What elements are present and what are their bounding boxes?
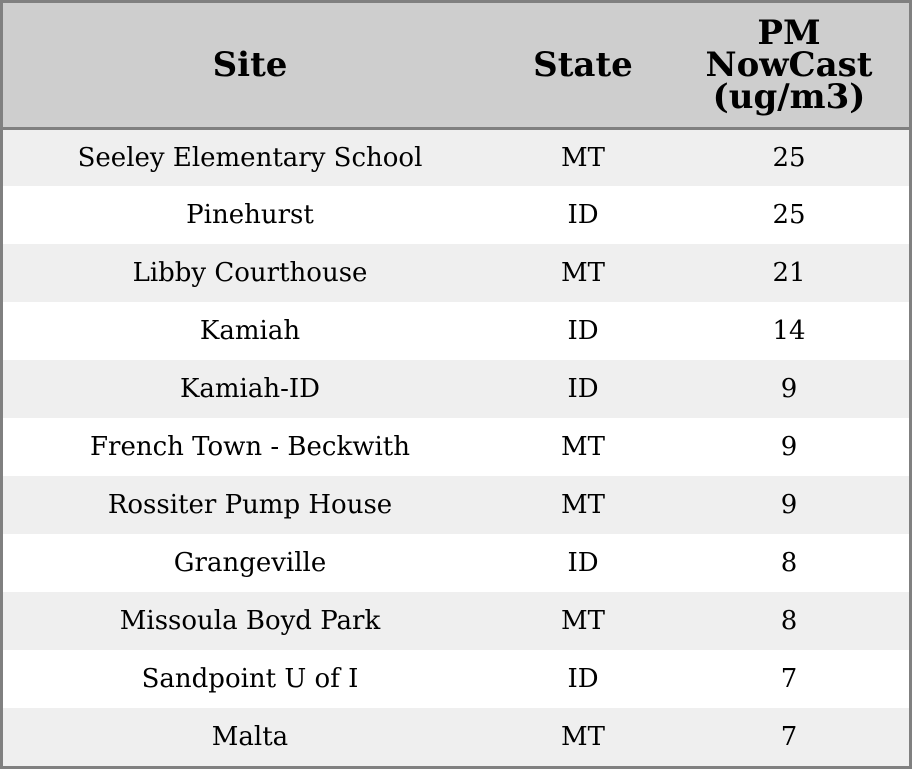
cell-site: Malta [211, 722, 289, 752]
cell-site: Kamiah [199, 316, 301, 346]
pm-header-line-2: NowCast [705, 44, 873, 85]
table-row [3, 650, 909, 708]
cell-pm: 8 [780, 606, 798, 636]
cell-state: MT [561, 722, 605, 752]
table-row [3, 360, 909, 418]
column-header-site: Site [3, 3, 497, 128]
cell-site: Pinehurst [186, 200, 314, 230]
pm-header-line-3: (ug/m3) [712, 76, 866, 117]
cell-pm: 14 [772, 316, 806, 346]
table-row [3, 418, 909, 476]
cell-state: ID [567, 374, 599, 404]
cell-state: ID [567, 664, 599, 694]
cell-pm: 9 [780, 374, 798, 404]
cell-pm: 9 [780, 490, 798, 520]
pm-nowcast-table [3, 3, 909, 766]
table-row [3, 476, 909, 534]
cell-pm: 8 [780, 548, 798, 578]
table-row [3, 302, 909, 360]
table-row [3, 708, 909, 766]
table-row [3, 186, 909, 244]
cell-pm: 25 [772, 142, 806, 173]
table-row [3, 534, 909, 592]
table-header [3, 3, 909, 128]
pm-header-line-1: PM [757, 12, 821, 53]
cell-pm: 9 [780, 432, 798, 462]
cell-state: MT [561, 142, 605, 173]
column-header-state: State [497, 3, 669, 128]
table-row [3, 244, 909, 302]
cell-pm: 21 [772, 258, 806, 288]
cell-site: Libby Courthouse [132, 258, 368, 288]
cell-site: French Town - Beckwith [89, 432, 411, 462]
cell-pm: 7 [780, 722, 798, 752]
cell-pm: 7 [780, 664, 798, 694]
cell-site: Missoula Boyd Park [119, 606, 381, 636]
cell-site: Rossiter Pump House [107, 490, 393, 520]
cell-state: ID [567, 316, 599, 346]
header-row [3, 3, 909, 128]
cell-site: Sandpoint U of I [141, 664, 359, 694]
cell-site: Grangeville [173, 548, 327, 578]
cell-state: MT [561, 490, 605, 520]
cell-state: ID [567, 200, 599, 230]
cell-state: MT [561, 432, 605, 462]
cell-state: MT [561, 258, 605, 288]
cell-state: ID [567, 548, 599, 578]
table-row [3, 128, 909, 186]
cell-state: MT [561, 606, 605, 636]
table-row [3, 592, 909, 650]
table-body [3, 128, 909, 766]
cell-pm: 25 [772, 200, 806, 230]
cell-site: Seeley Elementary School [77, 142, 423, 173]
cell-site: Kamiah-ID [179, 374, 321, 404]
column-header-pm-nowcast [669, 3, 909, 128]
